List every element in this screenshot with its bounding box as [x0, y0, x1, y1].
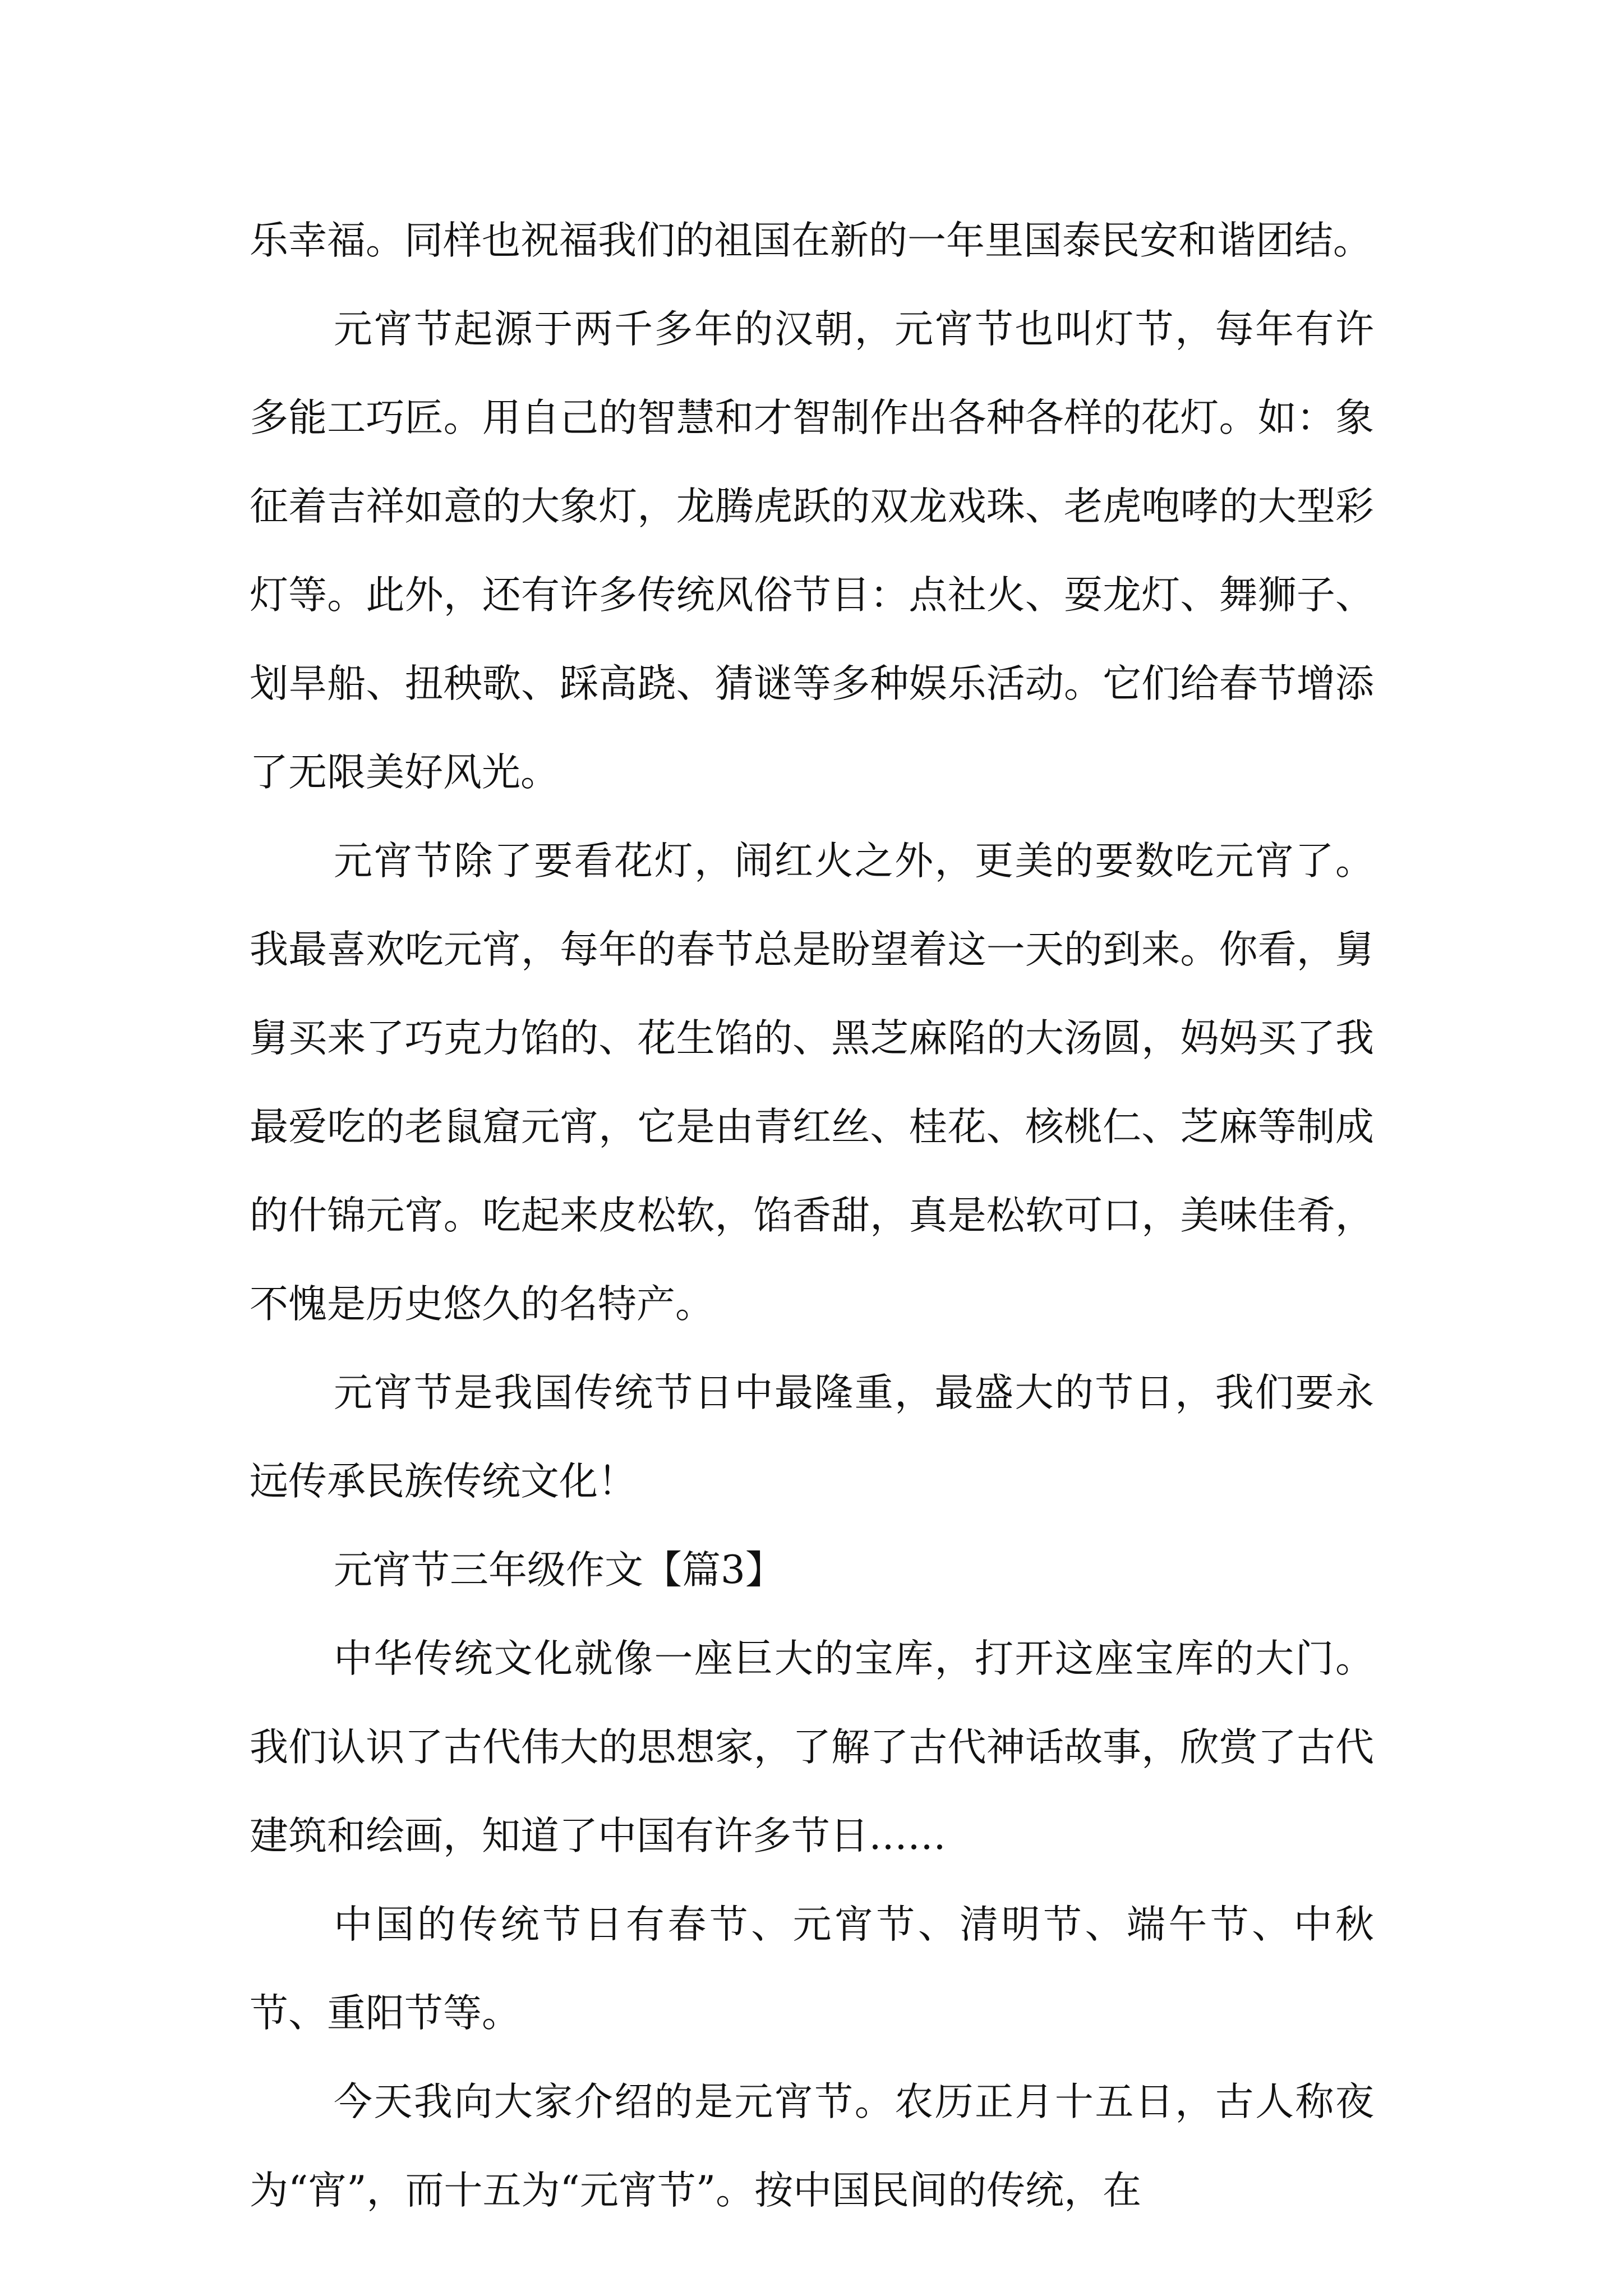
- paragraph-lantern-origin: 元宵节起源于两千多年的汉朝，元宵节也叫灯节，每年有许多能工巧匠。用自己的智慧和才智制作出各种各样的花灯。如：象征着吉祥如意的大象灯，龙腾虎跃的双龙戏珠、老虎咆哮的大型彩灯等。此外，还有许多传统风俗节目：点社火、耍龙灯、舞狮子、划旱船、扭秧歌、踩高跷、猜谜等多种娱乐活动。它们给春节增添了无限美好风光。: [250, 307, 1374, 795]
- paragraph-eating-yuanxiao: 元宵节除了要看花灯，闹红火之外，更美的要数吃元宵了。我最喜欢吃元宵，每年的春节总是盼望着这一天的到来。你看，舅舅买来了巧克力馅的、花生馅的、黑芝麻陷的大汤圆，妈妈买了我最爱吃的老鼠窟元宵，它是由青红丝、桂花、核桃仁、芝麻等制成的什锦元宵。吃起来皮松软，馅香甜，真是松软可口，美味佳肴，不愧是历史悠久的名特产。: [250, 839, 1374, 1327]
- paragraph-introduce-yuanxiao: 今天我向大家介绍的是元宵节。农历正月十五日，古人称夜为“宵”，而十五为“元宵节”。按中国民间的传统，在: [250, 2079, 1374, 2213]
- paragraph-continuation: 乐幸福。同样也祝福我们的祖国在新的一年里国泰民安和谐团结。: [250, 218, 1372, 263]
- paragraph-festival-importance: 元宵节是我国传统节日中最隆重，最盛大的节日，我们要永远传承民族传统文化！: [250, 1370, 1374, 1504]
- document-body: [250, 196, 1374, 2235]
- section-heading: 元宵节三年级作文【篇3】: [334, 1548, 784, 1593]
- paragraph-traditional-festivals: 中国的传统节日有春节、元宵节、清明节、端午节、中秋节、重阳节等。: [250, 1902, 1374, 2036]
- paragraph-traditional-culture: 中华传统文化就像一座巨大的宝库，打开这座宝库的大门。我们认识了古代伟大的思想家，了解了古代神话故事，欣赏了古代建筑和绘画，知道了中国有许多节日……: [250, 1636, 1374, 1858]
